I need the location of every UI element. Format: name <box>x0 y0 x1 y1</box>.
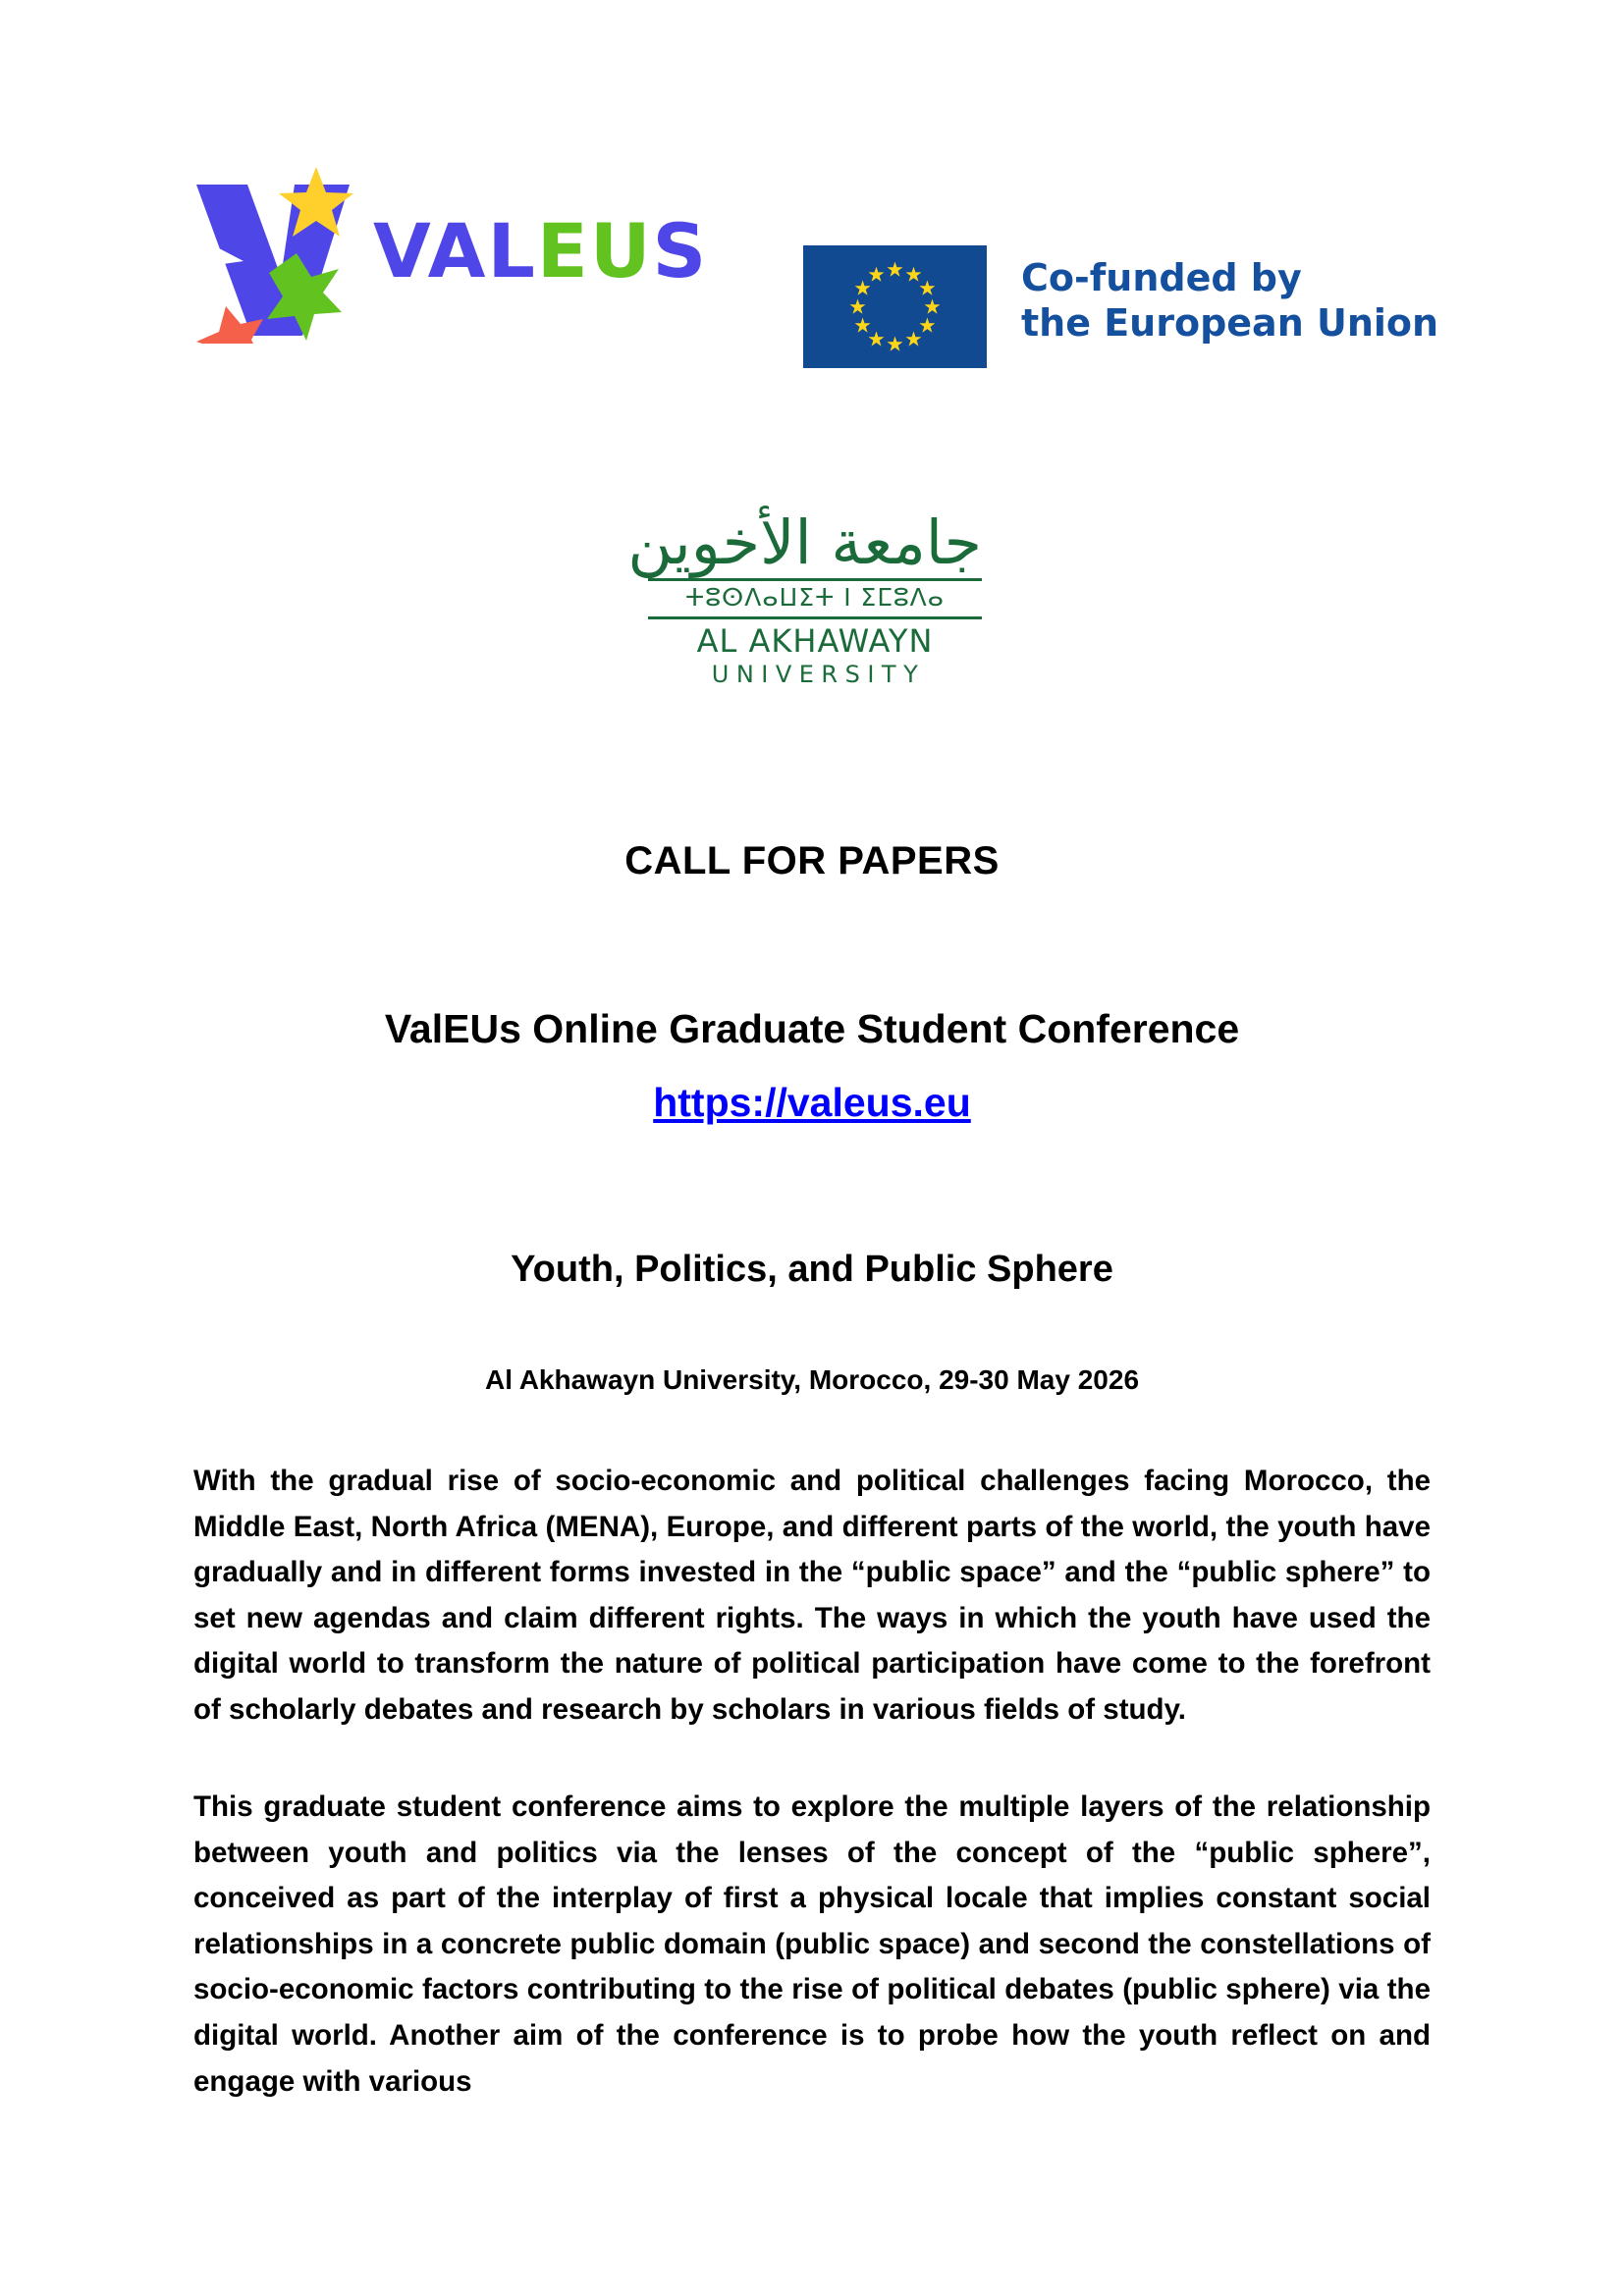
al-akhawayn-university-logo <box>627 507 982 717</box>
header-logo-row <box>0 167 1624 344</box>
valeus-wordmark <box>373 207 709 294</box>
aui-arabic-name: جامعة الأخوين <box>627 507 982 578</box>
eu-cofunding-block <box>803 245 1439 363</box>
valeus-word-s: S <box>652 207 709 294</box>
valeus-word-val: VAL <box>373 207 537 294</box>
conference-venue-and-date: Al Akhawayn University, Morocco, 29-30 May 2026 <box>484 1364 1140 1395</box>
conference-url-line <box>193 1080 1431 1126</box>
aui-latin-name-line-1: AL AKHAWAYN <box>696 621 934 660</box>
conference-theme: Youth, Politics, and Public Sphere <box>511 1249 1113 1290</box>
aui-divider-top <box>648 578 982 581</box>
aui-latin-name-line-2: UNIVERSITY <box>711 661 926 689</box>
valeus-word-eu: EU <box>536 207 653 294</box>
eu-cofunding-line-2: the European Union <box>1021 301 1439 346</box>
eu-cofunding-text <box>1021 255 1438 347</box>
body-paragraph-1: With the gradual rise of socio-economic and political challenges facing Morocco, the Middle East, North Africa (MENA), Europe, and different parts of the world, the youth have gradually and in different forms invested in the “public space” and the “public sphere” to set new agendas and claim different rights. The ways in which the youth have used the digital world to transform the nature of political participation have come to the forefront of scholarly debates and research by scholars in various fields of study. <box>193 1465 1431 1727</box>
european-union-flag-icon <box>803 245 987 368</box>
call-for-papers-heading: CALL FOR PAPERS <box>624 839 1000 882</box>
valeus-logo <box>187 167 746 344</box>
body-paragraph-2: This graduate student conference aims to explore the multiple layers of the relationship between youth and politics via the lenses of the concept of the “public sphere”, conceived as part of the interplay of first a physical locale that implies constant social relationships in a concrete public domain (public space) and second the constellations of socio-economic factors contributing to the rise of political debates (public sphere) via the digital world. Another aim of the conference is to probe how the youth reflect on and engage with various <box>193 1790 1431 2098</box>
conference-title: ValEUs Online Graduate Student Conference <box>384 1006 1240 1051</box>
valeus-v-mark-icon <box>187 167 373 344</box>
aui-tifinagh-name: ⵜⵓⵙⴷⴰⵡⵉⵜ ⵏ ⵉⵎⵓⴷⴰ <box>685 583 945 613</box>
conference-url-link[interactable]: https://valeus.eu <box>653 1080 971 1125</box>
eu-cofunding-line-1: Co-funded by <box>1021 256 1302 299</box>
aui-divider-bottom <box>648 616 982 619</box>
